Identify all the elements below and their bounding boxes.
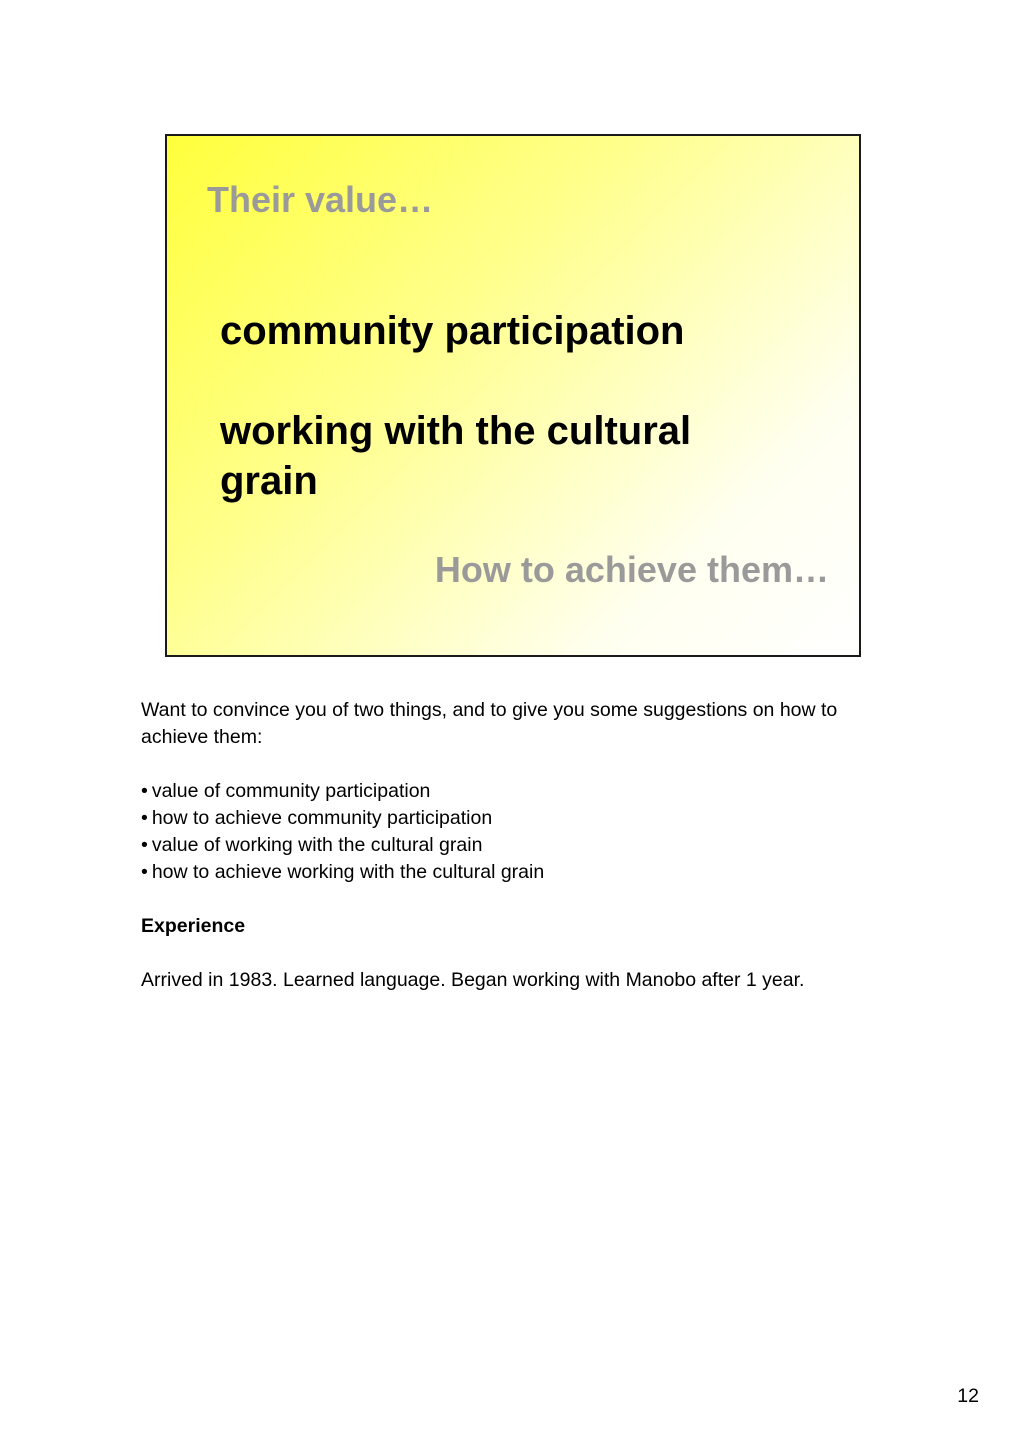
list-item — [141, 805, 901, 832]
list-item-text: how to achieve community participation — [151, 807, 493, 829]
list-item-text: how to achieve working with the cultural grain — [151, 861, 545, 883]
bullet-icon: • — [141, 780, 148, 802]
list-item — [141, 832, 901, 859]
slide-title: Their value… — [207, 179, 434, 220]
speaker-notes — [141, 697, 901, 994]
page-number: 12 — [957, 1385, 979, 1407]
notes-heading: Experience — [141, 915, 246, 937]
notes-body: Arrived in 1983. Learned language. Began working with Manobo after 1 year. — [141, 969, 805, 991]
list-item — [141, 859, 901, 886]
slide-footer: How to achieve them… — [434, 549, 829, 590]
notes-bullet-list — [141, 778, 901, 886]
slide-point-community-participation: community participation — [220, 309, 685, 353]
bullet-icon: • — [141, 861, 148, 883]
slide-thumbnail — [165, 134, 861, 657]
list-item-text: value of community participation — [151, 780, 431, 802]
list-item-text: value of working with the cultural grain — [151, 834, 483, 856]
list-item — [141, 778, 901, 805]
slide-point-cultural-grain: working with the cultural grain — [220, 409, 692, 503]
notes-intro: Want to convince you of two things, and to give you some suggestions on how to achieve them: — [141, 699, 838, 748]
bullet-icon: • — [141, 807, 148, 829]
bullet-icon: • — [141, 834, 148, 856]
